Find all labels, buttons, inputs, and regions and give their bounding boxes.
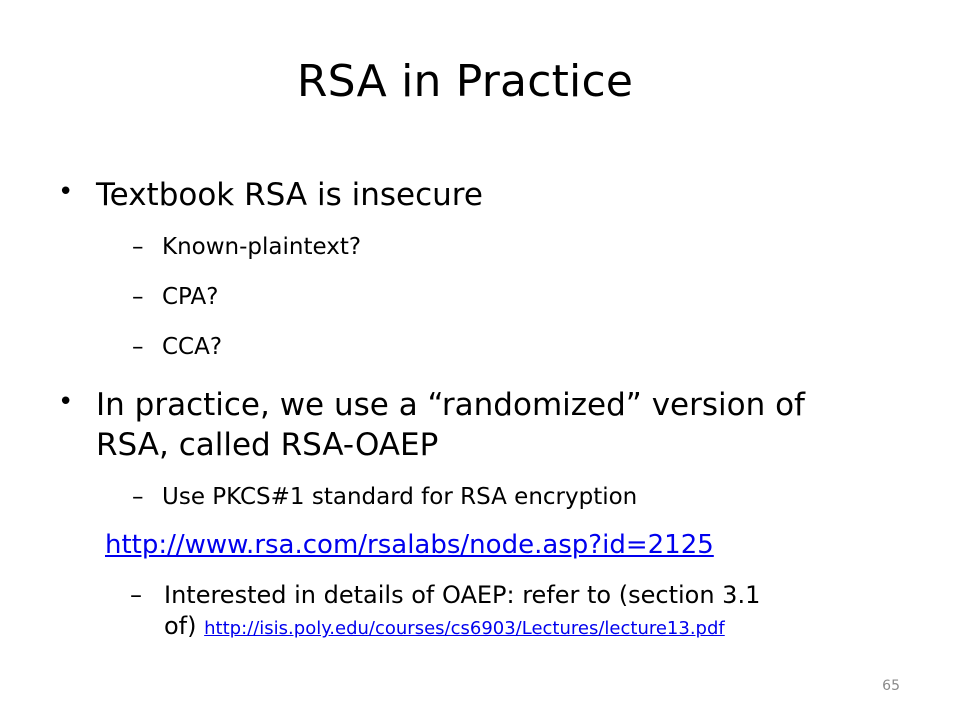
sub-bullet-pkcs: – Use PKCS#1 standard for RSA encryption	[132, 484, 638, 510]
page-number: 65	[882, 678, 900, 694]
bullet-dot-icon: •	[58, 387, 74, 417]
sub-bullet-text: Known-plaintext?	[162, 234, 362, 260]
bullet-2-line2: RSA, called RSA-OAEP	[96, 427, 439, 463]
sub-bullet-text: Use PKCS#1 standard for RSA encryption	[162, 484, 638, 510]
slide-title: RSA in Practice	[296, 56, 634, 107]
sub-bullet-cca: – CCA?	[132, 334, 223, 360]
sub-bullet-text: CPA?	[162, 284, 219, 310]
rsa-labs-link[interactable]: http://www.rsa.com/rsalabs/node.asp?id=2125	[105, 530, 714, 560]
sub-bullet-text: CCA?	[162, 334, 223, 360]
bullet-1-text: Textbook RSA is insecure	[96, 177, 483, 213]
sub-bullet-known-plaintext: – Known-plaintext?	[132, 234, 362, 260]
sub-bullet-oaep-line1: Interested in details of OAEP: refer to (section 3.1	[164, 581, 761, 609]
sub-bullet-oaep: – Interested in details of OAEP: refer to (section 3.1 of) http://isis.poly.edu/courses/cs6903/Lectures/lecture13.pdf	[130, 581, 761, 641]
sub-bullet-oaep-of: of)	[164, 612, 197, 641]
bullet-2-line1: In practice, we use a “randomized” version of	[96, 387, 805, 423]
bullet-dot-icon: •	[58, 177, 74, 207]
lecture-pdf-link[interactable]: http://isis.poly.edu/courses/cs6903/Lectures/lecture13.pdf	[204, 618, 725, 640]
sub-bullet-cpa: – CPA?	[132, 284, 219, 310]
